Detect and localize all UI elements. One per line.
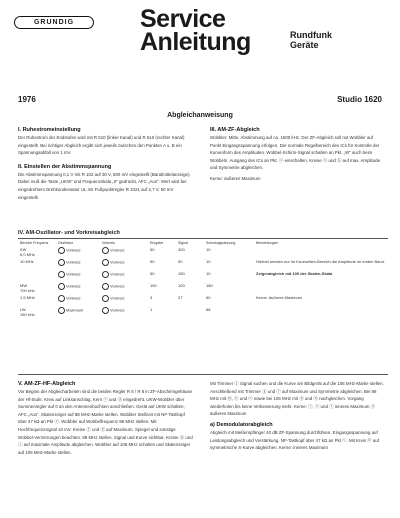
band: KW bbox=[20, 247, 27, 253]
section-1-text: Der Ruhestrom der Endstufen wird mit R 510 (linker Kanal) und R 610 (rechter Kanal) eingestellt. Bei richtiger Abgleich ergibt sich jeweils zwischen den Punkten A u. B ein Spannungsabfall von 1 mV. bbox=[18, 135, 185, 156]
demodulator-title: a) Demodulatorabgleich bbox=[210, 421, 273, 428]
model: Studio 1620 bbox=[337, 95, 382, 104]
right-column bbox=[210, 126, 385, 183]
table-row bbox=[18, 294, 388, 306]
frequency: 150 kHz bbox=[20, 312, 35, 318]
value-b bbox=[176, 306, 204, 318]
table-header: Oszillator bbox=[58, 241, 73, 245]
band: LW bbox=[20, 307, 26, 313]
frequency: 700 kHz bbox=[20, 288, 35, 294]
prestage: Vorkreis bbox=[110, 295, 125, 301]
section-1-title: I. Ruhestromeinstellung bbox=[18, 127, 81, 133]
oscillator: Vorkreis bbox=[66, 271, 81, 277]
section-5-continued: Mit Trimmer ⓙ Signal suchen und die Kurve am Bildgerät auf die 106 MHz-Marke stellen. Anschließend mit Trimmer ⓚ und ⓛ auf Maximum und Symmetrie abgleichen. Bei 88 MHz mit ⓜ, ⓝ und ⓞ sowie bei 106 MHz mit ⓟ und ⓠ nachgleichen. Vorgang wiederholen bis keine Verbesserung mehr. Kerne: ⓡ, ⓢ und ⓣ inneres Maximum ⓤ äußeres Maximum bbox=[210, 381, 384, 417]
band: MW bbox=[20, 283, 28, 289]
table-note: Hierbei werden nur im Kurzwellen-Bereich die Amplitude im ersten Band. bbox=[256, 259, 385, 265]
document-title bbox=[140, 5, 251, 56]
table-header: Signal bbox=[178, 241, 188, 245]
section-5-text: Vor Beginn der Abgleicharbeiten sind die beiden Regler R 6 / R 8 in ZF-Abschirmgehäuse der Hf-Stufe. Kreis auf Linksanschlag, Kern ⓒ und ⓓ eingedreht. UKW-Wobbler über Summenregler auf 0 an den Antennenbuchsen anschließen. Gerät auf UKW schalten, AFC „Aus“. Skalenzeiger auf 88 MHz-Marke stellen. Wobbler Stellzeit mit NF-Tastkopf über 47 kΩ an Pkt ⓔ. Wobbler auf Wobbelfrequenz 98 MHz stellen. Mit Hochfrequenzsignal 10 mV. Kreise ⓕ und ⓖ auf Maximum. Spiegel und sonstige Wobbel-Verzerrungen beachten. 88 MHz stellen. Signal und Kurve sichtbar. Kreise ⓗ und ⓘ auf maximale Amplitude abgleichen. Wobbler auf 106 MHz schalten und Skalenzeiger auf 106 MHz-Marke stellen. bbox=[18, 389, 193, 455]
table-header: Eingabe bbox=[150, 241, 164, 245]
prestage: Vorkreis bbox=[110, 271, 125, 277]
table-row bbox=[18, 306, 388, 318]
frequency: 1,5 MHz bbox=[20, 295, 35, 301]
table-rule-top bbox=[18, 238, 388, 239]
table-header: Bereich Frequenz bbox=[20, 241, 49, 245]
section-3-text: Wobbler: Mitte, Abstimmung auf ca. 1500 kHz. Der ZF-Abgleich soll mit Wobbler auf Punkt Eingangsspannung erfolgen. Der normale Regelbereich des ICs für Kontrolle der Kurvenform des Amplituden. Wobbel-Schirm-Signal schalten an Pkt. „W“ auch beim Wobbeln. Ausgang des ICs an Pkt. ⓐ einschalten, Kreise ⓐ und ⓑ auf max. Amplitude und Symmetrie abgleichen. bbox=[210, 135, 381, 171]
table-rule-bottom bbox=[18, 374, 388, 375]
circle-icon bbox=[102, 247, 109, 254]
frequency: 6,0 MHz bbox=[20, 252, 35, 258]
oscillator: Vorkreis bbox=[66, 283, 81, 289]
circle-icon bbox=[102, 295, 109, 302]
section-2-title: II. Einstellen der Abstimmspannung bbox=[18, 163, 112, 170]
value-b: 50 bbox=[178, 259, 183, 265]
table-header: Vorkreis bbox=[102, 241, 115, 245]
circle-icon bbox=[102, 283, 109, 290]
frequency: 10 MHz bbox=[20, 259, 34, 265]
circle-icon bbox=[58, 271, 65, 278]
prestage: Vorkreis bbox=[110, 247, 125, 253]
value-a: 3 bbox=[150, 295, 153, 301]
value-a: 50 bbox=[150, 247, 155, 253]
oscillator: Vorkreis bbox=[66, 295, 81, 301]
table-note: Zeigerabgleich mit 100 der Skalen-Skala bbox=[256, 271, 333, 277]
value-b: 150 bbox=[178, 271, 185, 277]
value-c: 10 bbox=[206, 247, 211, 253]
table-header: Bemerkungen bbox=[256, 241, 279, 245]
value-c: 60 bbox=[206, 295, 211, 301]
value-c: 68 bbox=[206, 307, 211, 313]
oscillator: Maximum bbox=[66, 307, 84, 313]
lower-right-column bbox=[210, 380, 385, 452]
section-3-title: III. AM-ZF-Abgleich bbox=[210, 127, 260, 133]
circle-icon bbox=[58, 259, 65, 266]
prestage: Vorkreis bbox=[110, 307, 125, 313]
subtitle-line-1: Rundfunk bbox=[290, 30, 332, 40]
value-b: 27 bbox=[178, 295, 183, 301]
section-2-text: Die Abstimmspannung 0,1 V mit R 102 auf 30 V, 500 mV eingestellt (Bandmittelanzeige). Dabei muß die Taste „UKW“ und Frequenzskala „0“ gedrückt, AFC „Aus“. Wert wird bei eingedrehtem Drehkondensator UL mit Fußpunktregler R 1021 auf 2,7 V, 50 mV eingestellt. bbox=[18, 171, 191, 200]
table-row bbox=[18, 246, 388, 258]
table-header: Schwingspannung bbox=[206, 241, 236, 245]
title-line-1: Service bbox=[140, 5, 226, 33]
demodulator-text: Abgleich mit Meßempfänger 40 dB ZF-Spannung durchführen. Eingangsspannung auf Leistungsabgleich und Verstärkung. NF-Tastkopf über 47 kΩ an Pkt ⓥ. Mit Kreis ⓦ auf symmetrische S-Kurve abgleichen. Kerne: inneres Maximum bbox=[210, 429, 379, 451]
section-5-title: V. AM-ZF-HF-Abgleich bbox=[18, 381, 76, 387]
alignment-table bbox=[18, 240, 388, 318]
section-3-footer: Kerne: äußeres Maximum bbox=[210, 175, 261, 181]
value-c: 180 bbox=[206, 283, 213, 289]
circle-icon bbox=[102, 271, 109, 278]
table-note: Kerne: äußeres Maximum bbox=[256, 295, 303, 301]
value-a: 1 bbox=[150, 307, 153, 313]
value-c: 10 bbox=[206, 271, 211, 277]
prestage: Vorkreis bbox=[110, 283, 125, 289]
oscillator: Vorkreis bbox=[66, 247, 81, 253]
value-b: 100 bbox=[178, 283, 185, 289]
table-row bbox=[18, 270, 388, 282]
circle-icon bbox=[58, 247, 65, 254]
grundig-logo: GRUNDIG bbox=[14, 16, 94, 29]
lower-left-column bbox=[18, 380, 193, 456]
value-a: 50 bbox=[150, 271, 155, 277]
title-line-2: Anleitung bbox=[140, 28, 251, 56]
value-b: 400 bbox=[178, 247, 185, 253]
year: 1976 bbox=[18, 95, 36, 104]
left-column bbox=[18, 126, 193, 201]
table-row bbox=[18, 258, 388, 270]
document-subtitle bbox=[290, 30, 332, 50]
table-title: IV. AM-Oszillator- und Vorkreisabgleich bbox=[18, 230, 120, 236]
circle-icon bbox=[58, 307, 65, 314]
oscillator: Vorkreis bbox=[66, 259, 81, 265]
circle-icon bbox=[102, 307, 109, 314]
prestage: Vorkreis bbox=[110, 259, 125, 265]
value-a: 50 bbox=[150, 259, 155, 265]
circle-icon bbox=[58, 283, 65, 290]
circle-icon bbox=[58, 295, 65, 302]
table-row bbox=[18, 282, 388, 294]
value-a: 150 bbox=[150, 283, 157, 289]
subtitle-line-2: Geräte bbox=[290, 40, 319, 50]
circle-icon bbox=[102, 259, 109, 266]
value-c: 10 bbox=[206, 259, 211, 265]
section-heading: Abgleichanweisung bbox=[167, 112, 233, 119]
